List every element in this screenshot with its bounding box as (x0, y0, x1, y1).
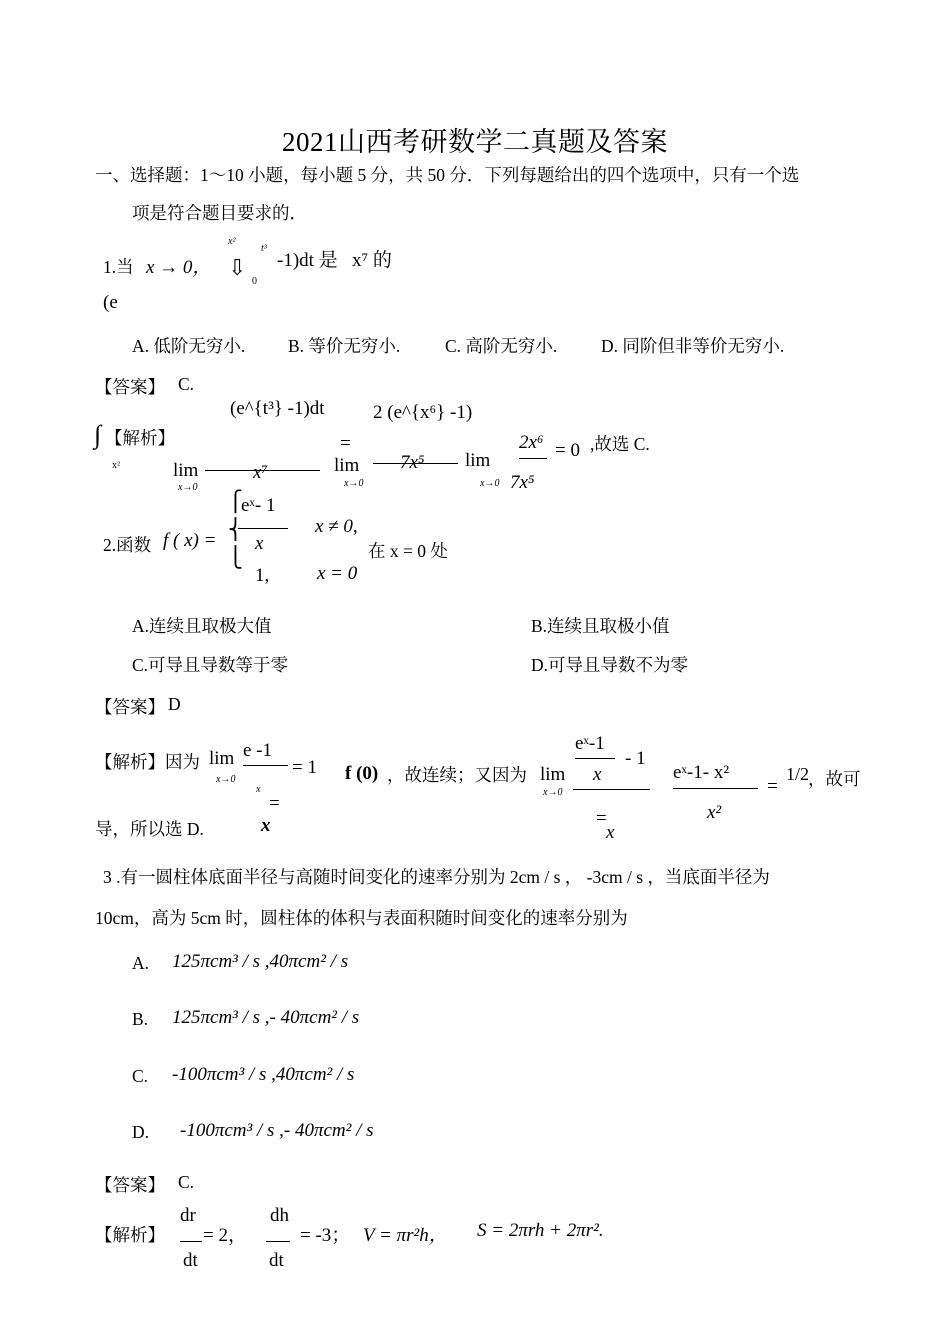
q2-case2-value: 1, (255, 565, 270, 586)
q2-lim2-sub: x→0 (543, 787, 563, 798)
q2-answer-label: 【答案】 (95, 697, 165, 717)
q2-option-b: B.连续且取极小值 (531, 616, 670, 636)
q1-integral-upper: x² (228, 236, 236, 247)
q1-frac1-denominator: x⁷ (253, 462, 269, 483)
q2-frac2-num-top: eˣ-1 (575, 733, 605, 754)
q3-area: S = 2πrh + 2πr². (477, 1220, 604, 1241)
q2-frac2-bar (573, 789, 650, 790)
q2-prefix: 2.函数 (103, 535, 152, 555)
q3-dt1: dt (183, 1250, 198, 1271)
q2-frac1-denominator-small: x (256, 784, 261, 795)
q1-frac2-numerator: 2 (e^{x⁶} -1) (373, 402, 473, 423)
q2-frac1-denominator: x (261, 815, 271, 836)
q1-lim1-sub: x→0 (178, 482, 198, 493)
q3-eq-h: = -3； (300, 1225, 351, 1246)
q2-analysis-label: 【解析】因为 (95, 752, 200, 772)
q1-option-d: D. 同阶但非等价无穷小. (601, 336, 785, 356)
q1-lim2-sub: x→0 (344, 478, 364, 489)
integral-sign-icon: ∫ (94, 420, 102, 449)
q1-conclusion: ,故选 C. (590, 434, 650, 454)
q2-frac2-denominator: x (606, 822, 615, 843)
q2-mid-text: ，故连续；又因为 (387, 765, 527, 785)
q3-option-b-value: 125πcm³ / s ,- 40πcm² / s (172, 1007, 360, 1028)
q1-option-a: A. 低阶无穷小. (132, 336, 246, 356)
q1-prefix: 1.当 (103, 257, 134, 277)
q3-volume: V = πr²h， (363, 1225, 448, 1246)
q2-half: 1/2 (786, 764, 810, 784)
q1-frac2-denominator: 7x⁵ (400, 452, 425, 473)
q2-lim1: lim (209, 748, 235, 769)
q2-minus-one: - 1 (625, 748, 646, 769)
q1-frac3-denominator: 7x⁵ (510, 472, 535, 493)
q2-answer: D (168, 694, 181, 714)
q2-eq1: = 1 (292, 757, 317, 778)
q2-option-c: C.可导且导数等于零 (132, 655, 289, 675)
q2-frac2-inner-bar (575, 758, 615, 759)
q2-case1-condition: x ≠ 0, (315, 516, 358, 537)
q1-target: x⁷ 的 (352, 250, 392, 271)
q2-function: f ( x) = (163, 530, 217, 551)
q2-case1-denominator: x (255, 533, 264, 554)
q3-dr-bar (180, 1241, 202, 1242)
q2-option-d: D.可导且导数不为零 (531, 655, 689, 675)
q2-frac1-bar (243, 765, 288, 766)
q3-dr: dr (180, 1205, 196, 1226)
q1-analysis-lower: x² (112, 460, 120, 471)
q1-integrand: -1)dt 是 (277, 250, 338, 271)
q2-eq2: = (767, 776, 778, 797)
q3-analysis-label: 【解析】 (95, 1225, 165, 1245)
q1-option-b: B. 等价无穷小. (288, 336, 401, 356)
section-instruction-line2: 项是符合题目要求的． (132, 203, 307, 223)
q1-answer-label: 【答案】 (95, 377, 165, 397)
q3-dh: dh (270, 1205, 289, 1226)
section-instruction-line1: 一、选择题：1～10 小题，每小题 5 分，共 50 分．下列每题给出的四个选项中，只有一个选 (95, 165, 800, 185)
q1-option-c: C. 高阶无穷小. (445, 336, 558, 356)
q2-case1-numerator: eˣ- 1 (241, 495, 276, 516)
q1-result: = 0 (555, 440, 580, 461)
q2-case2-condition: x = 0 (317, 563, 358, 584)
q3-dt2: dt (269, 1250, 284, 1271)
q2-lim2: lim (540, 764, 566, 785)
q2-frac2-eq: = (596, 808, 607, 829)
q2-option-a: A.连续且取极大值 (132, 616, 272, 636)
q1-eq-lim3: lim (465, 450, 491, 471)
q2-frac3-bar (673, 788, 758, 789)
q3-option-d-value: -100πcm³ / s ,- 40πcm² / s (180, 1120, 374, 1141)
q3-answer: C. (178, 1172, 195, 1192)
q2-tail: ，故可 (808, 769, 861, 789)
q2-frac2-num-bot: x (593, 764, 602, 785)
q2-lim1-sub: x→0 (216, 774, 236, 785)
q3-answer-label: 【答案】 (95, 1175, 165, 1195)
page-title: 2021山西考研数学二真题及答案 (282, 127, 668, 157)
q3-text-line1: 3 .有一圆柱体底面半径与高随时间变化的速率分别为 2cm / s ， -3cm / s ，当底面半径为 (103, 867, 770, 887)
q1-lim1: lim (173, 460, 199, 481)
q3-text-line2: 10cm，高为 5cm 时，圆柱体的体积与表面积随时间变化的速率分别为 (95, 908, 628, 928)
q3-eq-r: = 2， (203, 1225, 247, 1246)
q1-paren: (e (103, 292, 118, 313)
integral-arrow-icon: ⇩ (228, 255, 247, 280)
q1-frac3-bar (519, 458, 547, 459)
brace-icon: ⎧ ⎨ ⎩ (228, 491, 243, 569)
q1-integral-lower: 0 (252, 276, 257, 287)
q3-option-c-value: -100πcm³ / s ,40πcm² / s (172, 1064, 355, 1085)
q1-lim2: lim (334, 455, 360, 476)
q1-answer: C. (178, 374, 195, 394)
q2-case1-bar (238, 528, 288, 529)
q3-dh-bar (266, 1241, 290, 1242)
q1-lim3-sub: x→0 (480, 478, 500, 489)
q1-condition: x → 0， (146, 257, 212, 278)
q2-frac1-numerator: e -1 (243, 740, 273, 761)
q1-exponent: t³ (261, 243, 267, 254)
q2-frac3-denominator: x² (707, 802, 722, 823)
q2-f0: f (0) (345, 763, 379, 784)
q2-at-point: 在 x = 0 处 (368, 541, 448, 561)
q3-option-d-label: D. (132, 1122, 150, 1142)
q3-option-a-label: A. (132, 953, 150, 973)
q3-option-b-label: B. (132, 1009, 149, 1029)
q1-analysis-label: 【解析】 (105, 428, 175, 448)
q1-frac1-numerator: (e^{t³} -1)dt (230, 398, 325, 419)
q2-eq1b: = (269, 793, 280, 814)
q1-eq: = (340, 433, 351, 454)
q2-frac3-numerator: eˣ-1- x² (673, 762, 730, 783)
q1-frac3-numerator: 2x⁶ (519, 432, 544, 453)
q3-option-a-value: 125πcm³ / s ,40πcm² / s (172, 951, 349, 972)
q3-option-c-label: C. (132, 1066, 149, 1086)
q2-line2: 导，所以选 D. (95, 819, 204, 839)
